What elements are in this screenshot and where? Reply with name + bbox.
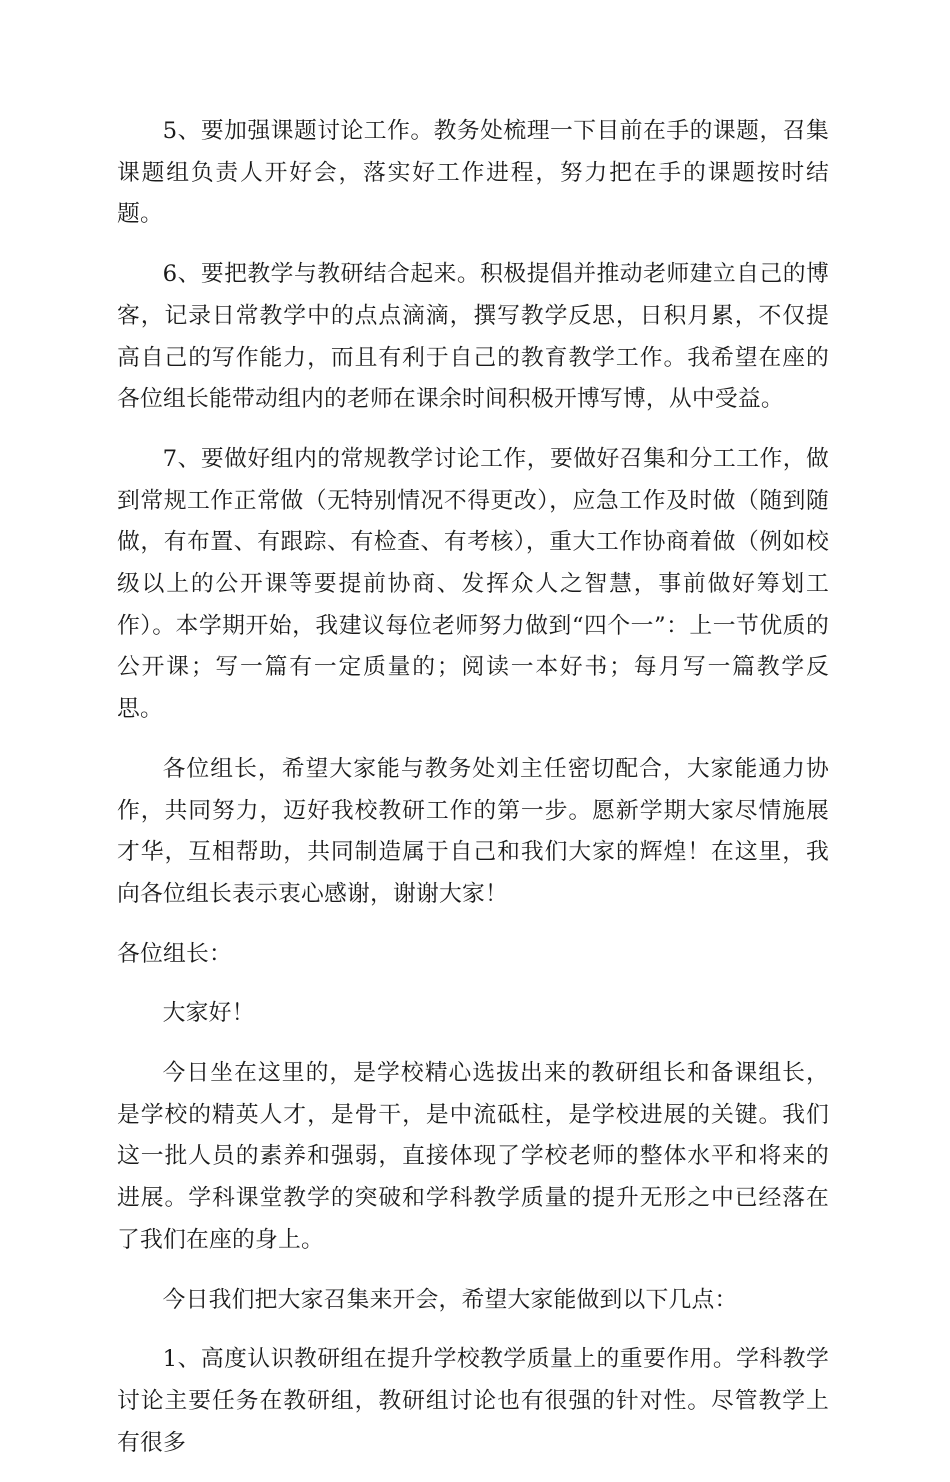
intro-paragraph: 今日坐在这里的，是学校精心选拔出来的教研组长和备课组长，是学校的精英人才，是骨干，是中流砥柱，是学校进展的关键。我们这一批人员的素养和强弱，直接体现了学校老师的整体水平和将来的进展。学科课堂教学的突破和学科教学质量的提升无形之中已经落在了我们在座的身上。 (117, 1060, 829, 1253)
paragraph-item-6: 6、要把教学与教研结合起来。积极提倡并推动老师建立自己的博客，记录日常教学中的点点滴滴，撰写教学反思，日积月累，不仅提高自己的写作能力，而且有利于自己的教育教学工作。我希望在座的各位组长能带动组内的老师在课余时间积极开博写博，从中受益。 (117, 261, 829, 413)
document-body (117, 111, 829, 1482)
paragraph-item-7: 7、要做好组内的常规教学讨论工作，要做好召集和分工工作，做到常规工作正常做（无特别情况不得更改），应急工作及时做（随到随做，有布置、有跟踪、有检查、有考核），重大工作协商着做（例如校级以上的公开课等要提前协商、发挥众人之智慧，事前做好筹划工作）。本学期开始，我建议每位老师努力做到“四个一”：上一节优质的公开课；写一篇有一定质量的；阅读一本好书；每月写一篇教学反思。 (117, 445, 829, 723)
purpose-paragraph: 今日我们把大家召集来开会，希望大家能做到以下几点： (162, 1286, 738, 1313)
paragraph-item-1: 1、高度认识教研组在提升学校教学质量上的重要作用。学科教学讨论主要任务在教研组，教研组讨论也有很强的针对性。尽管教学上有很多 (117, 1346, 829, 1456)
greeting: 大家好！ (162, 1000, 255, 1027)
paragraph-item-5: 5、要加强课题讨论工作。教务处梳理一下目前在手的课题，召集课题组负责人开好会，落实好工作进程，努力把在手的课题按时结题。 (117, 118, 829, 228)
closing-paragraph: 各位组长，希望大家能与教务处刘主任密切配合，大家能通力协作，共同努力，迈好我校教研工作的第一步。愿新学期大家尽情施展才华，互相帮助，共同制造属于自己和我们大家的辉煌！在这里，我向各位组长表示衷心感谢，谢谢大家！ (117, 755, 829, 907)
salutation: 各位组长： (117, 940, 232, 967)
